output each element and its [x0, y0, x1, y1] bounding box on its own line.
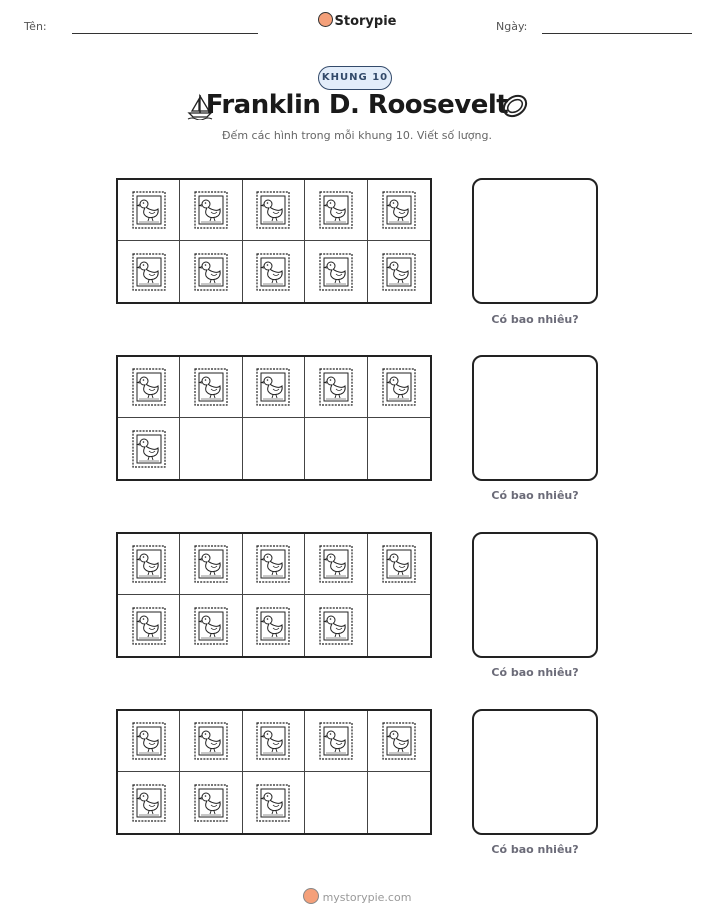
frame-cell: [243, 534, 305, 595]
name-line[interactable]: [72, 33, 258, 34]
frame-cell: [243, 180, 305, 241]
name-label: Tên:: [24, 20, 47, 33]
ten-frame: [116, 532, 432, 658]
duck-stamp-icon: [130, 605, 168, 647]
page-title: Franklin D. Roosevelt: [205, 90, 509, 120]
frame-cell: [118, 711, 180, 772]
frame-cell: [118, 180, 180, 241]
brand-logo: [0, 12, 714, 29]
frame-cell: [118, 534, 180, 595]
frame-cell: [243, 772, 305, 833]
bear-logo-icon: [318, 12, 333, 27]
duck-stamp-icon: [254, 782, 292, 824]
frame-cell: [305, 180, 367, 241]
frame-cell: [118, 418, 180, 479]
duck-stamp-icon: [130, 189, 168, 231]
footer: [0, 888, 714, 904]
question-label: Có bao nhiêu?: [491, 489, 579, 502]
frame-cell: [180, 180, 242, 241]
duck-stamp-icon: [317, 251, 355, 293]
answer-box[interactable]: [472, 178, 598, 304]
duck-stamp-icon: [254, 251, 292, 293]
frame-cell: [368, 534, 430, 595]
worksheet-badge: KHUNG 10: [318, 66, 392, 90]
duck-stamp-icon: [380, 251, 418, 293]
duck-stamp-icon: [254, 189, 292, 231]
frame-cell: [118, 241, 180, 302]
duck-stamp-icon: [254, 366, 292, 408]
frame-cell: [180, 357, 242, 418]
duck-stamp-icon: [254, 543, 292, 585]
frame-cell: [305, 418, 367, 479]
frame-cell: [243, 418, 305, 479]
frame-cell: [118, 595, 180, 656]
duck-stamp-icon: [317, 189, 355, 231]
frame-cell: [243, 595, 305, 656]
question-label: Có bao nhiêu?: [491, 313, 579, 326]
frame-cell: [368, 772, 430, 833]
frame-cell: [368, 595, 430, 656]
frame-cell: [305, 772, 367, 833]
date-label: Ngày:: [496, 20, 528, 33]
ten-frame: [116, 355, 432, 481]
frame-cell: [180, 772, 242, 833]
frame-cell: [305, 711, 367, 772]
duck-stamp-icon: [192, 366, 230, 408]
duck-stamp-icon: [130, 428, 168, 470]
duck-stamp-icon: [192, 720, 230, 762]
answer-box[interactable]: [472, 355, 598, 481]
question-label: Có bao nhiêu?: [491, 666, 579, 679]
answer-box[interactable]: [472, 709, 598, 835]
duck-stamp-icon: [254, 605, 292, 647]
frame-cell: [180, 595, 242, 656]
frame-cell: [368, 180, 430, 241]
frame-cell: [118, 357, 180, 418]
duck-stamp-icon: [192, 189, 230, 231]
frame-cell: [305, 595, 367, 656]
duck-stamp-icon: [192, 782, 230, 824]
duck-stamp-icon: [317, 605, 355, 647]
duck-stamp-icon: [317, 543, 355, 585]
duck-stamp-icon: [380, 543, 418, 585]
frame-cell: [305, 534, 367, 595]
frame-cell: [118, 772, 180, 833]
frame-cell: [180, 418, 242, 479]
duck-stamp-icon: [130, 720, 168, 762]
duck-stamp-icon: [192, 251, 230, 293]
ten-frame: [116, 709, 432, 835]
answer-box[interactable]: [472, 532, 598, 658]
bear-logo-icon: [303, 888, 319, 904]
duck-stamp-icon: [130, 366, 168, 408]
frame-cell: [243, 241, 305, 302]
frame-cell: [305, 357, 367, 418]
footer-url[interactable]: mystorypie.com: [322, 891, 412, 904]
duck-stamp-icon: [130, 543, 168, 585]
frame-cell: [305, 241, 367, 302]
duck-stamp-icon: [192, 543, 230, 585]
duck-stamp-icon: [192, 605, 230, 647]
duck-stamp-icon: [130, 782, 168, 824]
frame-cell: [368, 241, 430, 302]
frame-cell: [180, 711, 242, 772]
frame-cell: [368, 418, 430, 479]
ring-icon: [500, 92, 530, 120]
frame-cell: [243, 711, 305, 772]
frame-cell: [368, 711, 430, 772]
duck-stamp-icon: [130, 251, 168, 293]
duck-stamp-icon: [380, 366, 418, 408]
ten-frame: [116, 178, 432, 304]
brand-name: Storypie: [334, 14, 397, 29]
date-line[interactable]: [542, 33, 692, 34]
duck-stamp-icon: [317, 366, 355, 408]
question-label: Có bao nhiêu?: [491, 843, 579, 856]
duck-stamp-icon: [380, 720, 418, 762]
frame-cell: [243, 357, 305, 418]
frame-cell: [180, 241, 242, 302]
instructions: Đếm các hình trong mỗi khung 10. Viết số lượng.: [222, 129, 492, 142]
duck-stamp-icon: [254, 720, 292, 762]
duck-stamp-icon: [317, 720, 355, 762]
frame-cell: [368, 357, 430, 418]
duck-stamp-icon: [380, 189, 418, 231]
frame-cell: [180, 534, 242, 595]
